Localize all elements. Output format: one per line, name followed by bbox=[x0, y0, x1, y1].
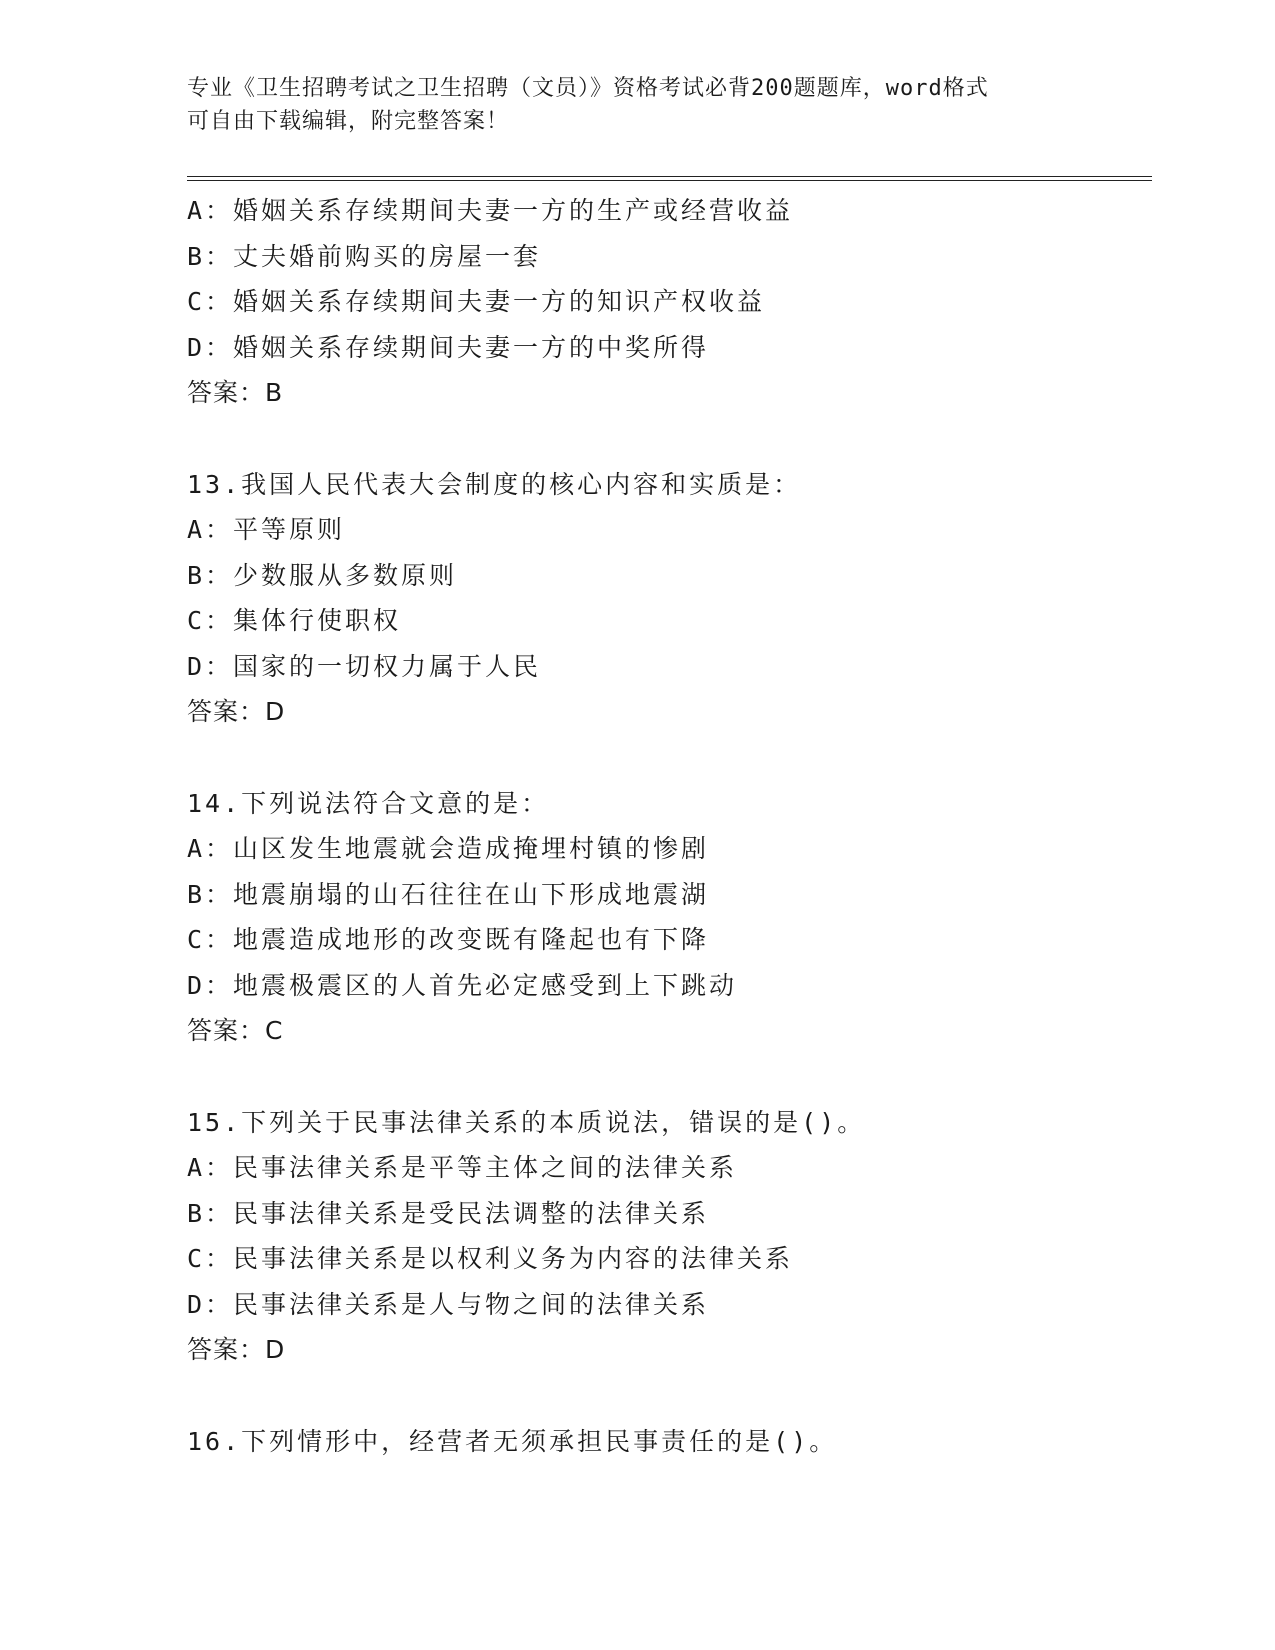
question-14 bbox=[187, 781, 1147, 1054]
option-a: A：平等原则 bbox=[187, 515, 346, 544]
option-a: A：婚姻关系存续期间夫妻一方的生产或经营收益 bbox=[187, 196, 794, 225]
answer-line: 答案：D bbox=[187, 697, 286, 726]
spacer bbox=[187, 1054, 1147, 1100]
answer-line: 答案：D bbox=[187, 1335, 286, 1364]
option-d: D：国家的一切权力属于人民 bbox=[187, 651, 542, 681]
question-13 bbox=[187, 462, 1147, 735]
header-divider bbox=[187, 176, 1152, 181]
document-header bbox=[187, 72, 1087, 138]
option-c: C：地震造成地形的改变既有隆起也有下降 bbox=[187, 925, 710, 954]
question-stem: 16.下列情形中，经营者无须承担民事责任的是()。 bbox=[187, 1426, 838, 1456]
question-list bbox=[187, 188, 1147, 1464]
option-c: C：婚姻关系存续期间夫妻一方的知识产权收益 bbox=[187, 287, 766, 316]
option-a: A：民事法律关系是平等主体之间的法律关系 bbox=[187, 1153, 738, 1182]
question-stem: 15.下列关于民事法律关系的本质说法，错误的是()。 bbox=[187, 1107, 866, 1137]
question-15 bbox=[187, 1100, 1147, 1373]
header-line-1: 专业《卫生招聘考试之卫生招聘（文员）》资格考试必背200题题库，word格式 bbox=[187, 76, 989, 101]
header-line-2: 可自由下载编辑，附完整答案！ bbox=[187, 109, 510, 134]
answer-line: 答案：B bbox=[187, 378, 284, 407]
spacer bbox=[187, 1373, 1147, 1419]
option-d: D：地震极震区的人首先必定感受到上下跳动 bbox=[187, 970, 738, 1000]
option-b: B：少数服从多数原则 bbox=[187, 560, 458, 590]
option-b: B：民事法律关系是受民法调整的法律关系 bbox=[187, 1198, 710, 1228]
option-d: D：民事法律关系是人与物之间的法律关系 bbox=[187, 1289, 710, 1319]
option-d: D：婚姻关系存续期间夫妻一方的中奖所得 bbox=[187, 332, 710, 362]
spacer bbox=[187, 416, 1147, 462]
option-b: B：地震崩塌的山石往往在山下形成地震湖 bbox=[187, 879, 710, 909]
question-12-continued bbox=[187, 188, 1147, 416]
question-stem: 14.下列说法符合文意的是： bbox=[187, 788, 550, 818]
spacer bbox=[187, 735, 1147, 781]
question-16 bbox=[187, 1419, 1147, 1465]
option-b: B：丈夫婚前购买的房屋一套 bbox=[187, 241, 542, 271]
question-stem: 13.我国人民代表大会制度的核心内容和实质是： bbox=[187, 469, 802, 499]
option-c: C：集体行使职权 bbox=[187, 606, 402, 635]
answer-line: 答案：C bbox=[187, 1016, 284, 1045]
option-c: C：民事法律关系是以权利义务为内容的法律关系 bbox=[187, 1244, 794, 1273]
option-a: A：山区发生地震就会造成掩埋村镇的惨剧 bbox=[187, 834, 710, 863]
